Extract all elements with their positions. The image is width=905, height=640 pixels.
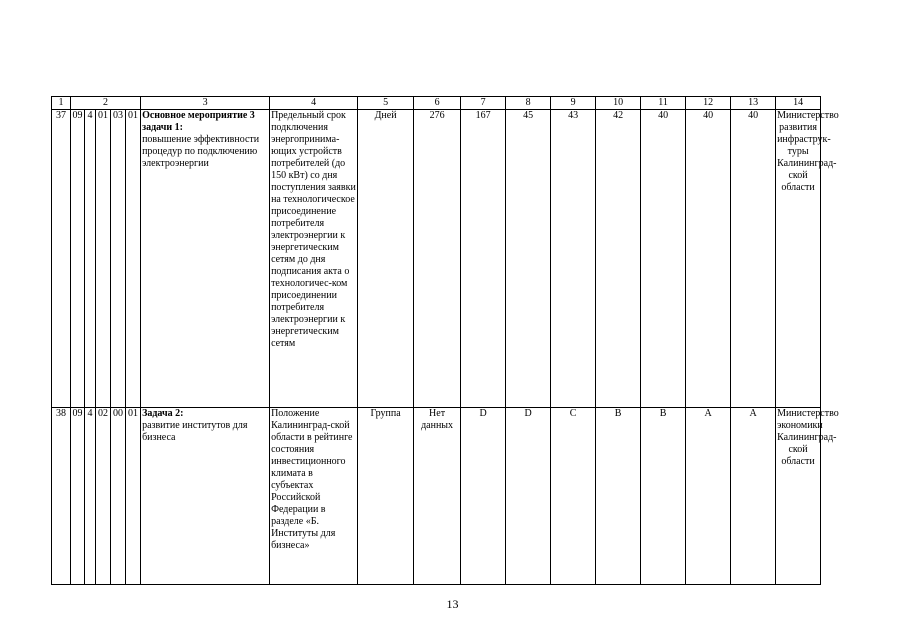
program-table: [51, 96, 899, 585]
header-cell: 6: [414, 97, 461, 110]
value-cell: B: [641, 408, 686, 585]
header-cell: 3: [141, 97, 270, 110]
value-cell: 40: [641, 110, 686, 408]
value-cell: 42: [596, 110, 641, 408]
code-cell: 02: [96, 408, 111, 585]
header-cell: 13: [731, 97, 776, 110]
header-cell: 8: [506, 97, 551, 110]
value-cell: Нет данных: [414, 408, 461, 585]
code-cell: 09: [71, 110, 85, 408]
title-text: повышение эффективности процедур по подключению электроэнергии: [142, 134, 260, 169]
value-cell: D: [461, 408, 506, 585]
unit-cell: Дней: [358, 110, 414, 408]
title-bold: Задача 2:: [142, 408, 184, 419]
code-cell: 01: [126, 110, 141, 408]
code-cell: 01: [96, 110, 111, 408]
value-cell: 40: [731, 110, 776, 408]
code-cell: 4: [85, 110, 96, 408]
title-cell: [141, 110, 270, 408]
value-cell: 167: [461, 110, 506, 408]
code-cell: 01: [126, 408, 141, 585]
value-cell: B: [596, 408, 641, 585]
header-row: [52, 97, 899, 110]
code-cell: 4: [85, 408, 96, 585]
value-cell: A: [686, 408, 731, 585]
unit-cell: Группа: [358, 408, 414, 585]
value-cell: C: [551, 408, 596, 585]
value-cell: D: [506, 408, 551, 585]
page-number: 13: [446, 597, 459, 611]
value-cell: 43: [551, 110, 596, 408]
header-cell: 14: [776, 97, 821, 110]
title-cell: [141, 408, 270, 585]
title-text: развитие институтов для бизнеса: [142, 420, 248, 443]
row-number: 38: [52, 408, 71, 585]
table-row: [52, 110, 899, 408]
header-cell: 11: [641, 97, 686, 110]
code-cell: 00: [111, 408, 126, 585]
value-cell: 45: [506, 110, 551, 408]
header-cell: 5: [358, 97, 414, 110]
table-row: [52, 408, 899, 585]
header-cell: 12: [686, 97, 731, 110]
row-number: 37: [52, 110, 71, 408]
header-cell: 7: [461, 97, 506, 110]
header-cell: 10: [596, 97, 641, 110]
code-cell: 09: [71, 408, 85, 585]
executor-cell: Министерство развития инфраструк-туры Калининград-ской области: [776, 110, 821, 408]
header-cell: 4: [270, 97, 358, 110]
header-cell: 9: [551, 97, 596, 110]
value-cell: 276: [414, 110, 461, 408]
header-cell: 2: [71, 97, 141, 110]
header-cell: 1: [52, 97, 71, 110]
indicator-cell: Предельный срок подключения энергопринима-ющих устройств потребителей (до 150 кВт) со дня поступления заявки на технологическое присоединение потребителя электроэнергии к энергетическим сетям до дня подписания акта о технологичес-ком присоединении потребителя электроэнергии к энергетическим сетям: [270, 110, 358, 408]
indicator-cell: Положение Калининград-ской области в рейтинге состояния инвестиционного климата в субъектах Российской Федерации в разделе «Б. Институты для бизнеса»: [270, 408, 358, 585]
value-cell: 40: [686, 110, 731, 408]
code-cell: 03: [111, 110, 126, 408]
title-bold: Основное мероприятие 3 задачи 1:: [142, 110, 255, 133]
value-cell: A: [731, 408, 776, 585]
executor-cell: Министерство экономики Калининград-ской области: [776, 408, 821, 585]
